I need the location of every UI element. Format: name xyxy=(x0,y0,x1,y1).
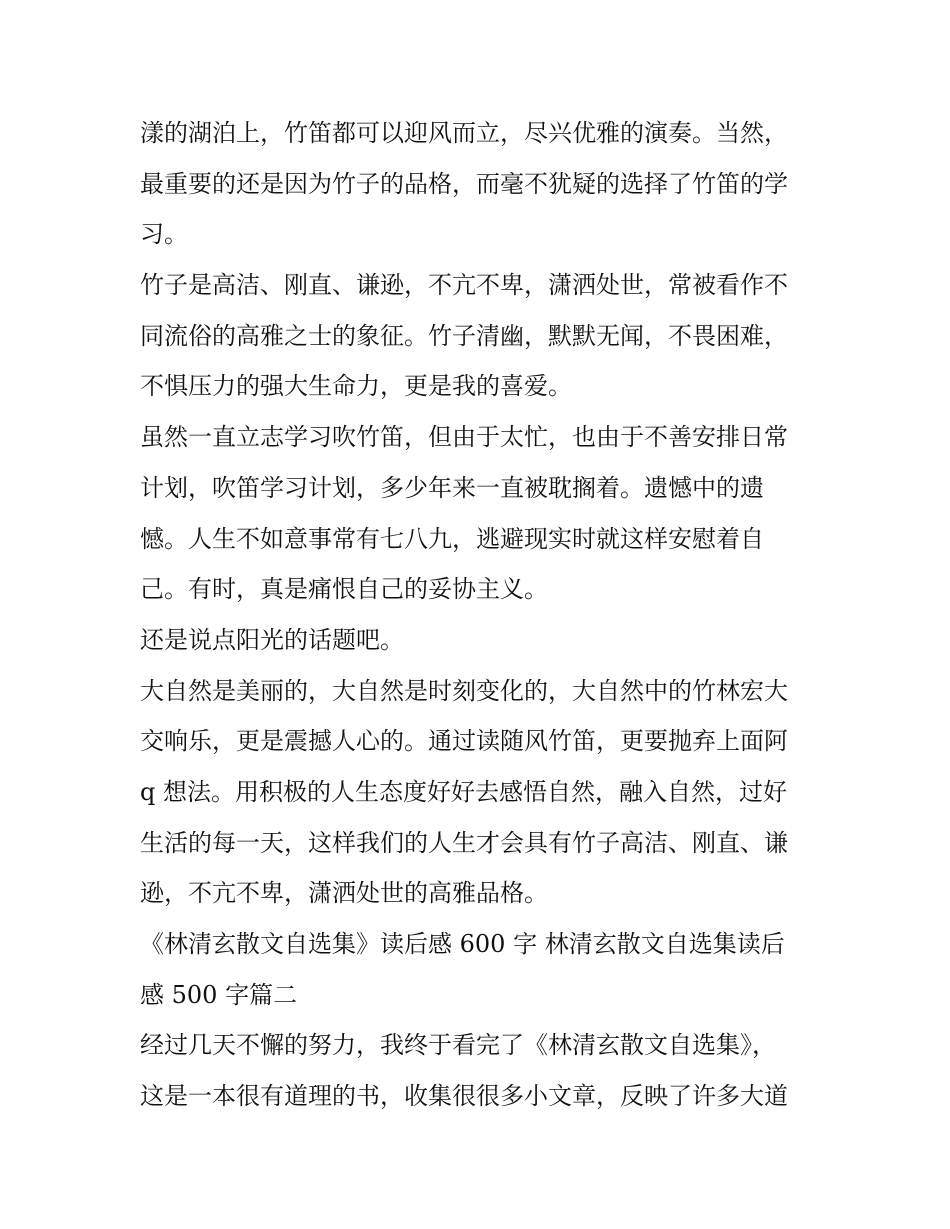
text-line: 最重要的还是因为竹子的品格，而毫不犹疑的选择了竹笛的学 xyxy=(140,169,788,198)
section-heading-line: 感 500 字篇二 xyxy=(140,980,298,1009)
section-heading-line: 《林清玄散文自选集》读后感 600 字 林清玄散文自选集读后 xyxy=(140,930,785,958)
document-body xyxy=(140,108,820,1122)
text-line: 虽然一直立志学习吹竹笛，但由于太忙，也由于不善安排日常 xyxy=(140,423,788,452)
text-line: 漾的湖泊上，竹笛都可以迎风而立，尽兴优雅的演奏。当然， xyxy=(140,119,788,147)
text-line: 同流俗的高雅之士的象征。竹子清幽，默默无闻，不畏困难， xyxy=(140,321,788,350)
text-line: 逊，不亢不卑，潇洒处世的高雅品格。 xyxy=(140,879,548,908)
text-line: 己。有时，真是痛恨自己的妥协主义。 xyxy=(140,575,548,604)
text-line: 竹子是高洁、刚直、谦逊，不亢不卑，潇洒处世，常被看作不 xyxy=(140,271,788,300)
text-line: 计划，吹笛学习计划，多少年来一直被耽搁着。遗憾中的遗 xyxy=(140,473,764,502)
text-line: 不惧压力的强大生命力，更是我的喜爱。 xyxy=(140,372,572,401)
text-line: q 想法。用积极的人生态度好好去感悟自然，融入自然，过好 xyxy=(140,777,787,806)
text-line: 交响乐，更是震撼人心的。通过读随风竹笛，更要抛弃上面阿 xyxy=(140,727,788,756)
text-line: 大自然是美丽的，大自然是时刻变化的，大自然中的竹林宏大 xyxy=(140,676,788,705)
text-line: 经过几天不懈的努力，我终于看完了《林清玄散文自选集》， xyxy=(140,1031,776,1060)
text-line: 还是说点阳光的话题吧。 xyxy=(140,625,404,654)
text-line: 憾。人生不如意事常有七八九，逃避现实时就这样安慰着自 xyxy=(140,524,764,553)
text-line: 这是一本很有道理的书，收集很很多小文章，反映了许多大道 xyxy=(140,1082,788,1111)
text-line: 生活的每一天，这样我们的人生才会具有竹子高洁、刚直、谦 xyxy=(140,828,788,857)
text-line: 习。 xyxy=(140,220,188,249)
